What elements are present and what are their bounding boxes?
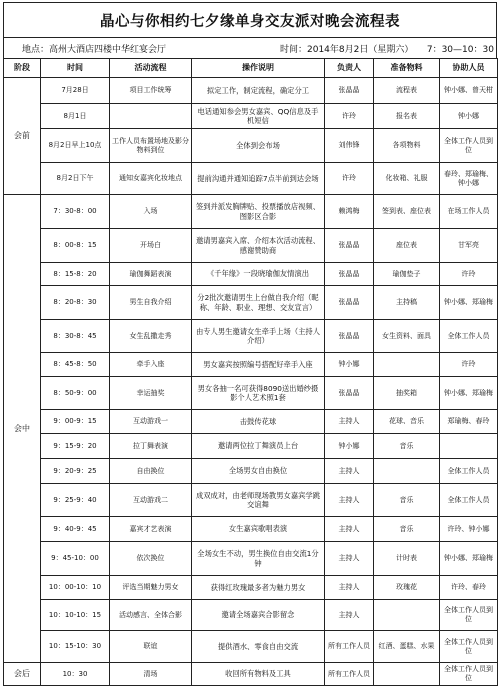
time-text: 时间：2014年8月2日（星期六） 7：30—10：30 [280,44,494,55]
activity-cell: 清场 [110,663,192,686]
owner-cell: 许玲 [325,104,374,129]
helpers-cell: 钟小娜、郑瑜梅 [440,377,498,410]
helpers-cell: 全体工作人员 [440,459,498,484]
table-row [4,377,498,410]
materials-cell: 签到表、座位表 [374,195,440,229]
materials-cell: 花球、音乐 [374,410,440,434]
op-cell: 邀请全场嘉宾合影留念 [192,600,325,631]
materials-cell [374,663,440,686]
time-cell: 9：15-9：20 [41,434,110,459]
activity-cell: 入场 [110,195,192,229]
time-cell: 8：20-8：30 [41,286,110,320]
header-stage: 阶段 [4,59,41,78]
materials-cell: 红酒、蛋糕、水果 [374,631,440,663]
materials-cell: 抽奖箱 [374,377,440,410]
owner-cell: 刘伟锋 [325,129,374,163]
time-cell: 10：30 [41,663,110,686]
table-row [4,576,498,600]
table-row [4,129,498,163]
helpers-cell: 许玲、春玲 [440,576,498,600]
stage-cell: 会后 [4,663,41,686]
time-cell: 8月1日 [41,104,110,129]
time-cell: 7：30-8：00 [41,195,110,229]
schedule-sheet [3,2,497,692]
header-activity: 活动流程 [110,59,192,78]
table-row [4,104,498,129]
table-row [4,663,498,686]
time-cell: 10：00-10：10 [41,576,110,600]
owner-cell: 主持人 [325,459,374,484]
materials-cell [374,459,440,484]
stage-cell: 会前 [4,78,41,195]
owner-cell: 所有工作人员 [325,663,374,686]
time-cell: 10：10-10：15 [41,600,110,631]
owner-cell: 张晶晶 [325,286,374,320]
table-row [4,229,498,263]
time-cell: 8月2日早上10点 [41,129,110,163]
op-cell: 收回所有物料及工具 [192,663,325,686]
op-cell: 女生嘉宾歌唱表演 [192,517,325,542]
activity-cell: 互动游戏一 [110,410,192,434]
activity-cell: 瑜伽舞蹈表演 [110,263,192,286]
op-cell: 由专人男生邀请女生牵手上场（主持人介绍） [192,320,325,353]
time-cell: 8：50-9：00 [41,377,110,410]
helpers-cell: 钟小娜 [440,104,498,129]
activity-cell: 联谊 [110,631,192,663]
activity-cell [110,104,192,129]
helpers-cell: 全体工作人员到位 [440,600,498,631]
table-row [4,353,498,377]
helpers-cell: 全体工作人员到位 [440,663,498,686]
table-row [4,542,498,576]
table-row [4,163,498,195]
materials-cell: 各项物料 [374,129,440,163]
page-title: 晶心与你相约七夕缘单身交友派对晚会流程表 [3,2,497,37]
op-cell: 获得红玫瑰最多者为魅力男女 [192,576,325,600]
schedule-table [3,58,498,686]
helpers-cell: 许玲、钟小娜 [440,517,498,542]
time-cell: 7月28日 [41,78,110,104]
table-row [4,631,498,663]
helpers-cell: 许玲 [440,353,498,377]
materials-cell: 音乐 [374,434,440,459]
stage-cell: 会中 [4,195,41,663]
materials-cell: 音乐 [374,517,440,542]
op-cell: 男女嘉宾按照编号搭配好牵手入座 [192,353,325,377]
helpers-cell: 春玲、郑瑜梅、钟小娜 [440,163,498,195]
materials-cell: 流程表 [374,78,440,104]
materials-cell: 女生资料、面具 [374,320,440,353]
table-row [4,410,498,434]
owner-cell: 主持人 [325,600,374,631]
time-cell: 10：15-10：30 [41,631,110,663]
header-owner: 负责人 [325,59,374,78]
owner-cell: 张晶晶 [325,377,374,410]
activity-cell: 开场白 [110,229,192,263]
table-header-row [4,59,498,78]
op-cell: 拟定工作，制定流程，确定分工 [192,78,325,104]
time-cell: 8：15-8：20 [41,263,110,286]
table-row [4,459,498,484]
materials-cell: 主持稿 [374,286,440,320]
materials-cell: 报名表 [374,104,440,129]
time-cell: 8：00-8：15 [41,229,110,263]
table-row [4,434,498,459]
op-cell: 男女各抽一名可获得8090送出婚纱摄影个人艺术照1套 [192,377,325,410]
op-cell: 分2批次邀请男生上台做自我介绍（昵称、年龄、职业、理想、交友宣言） [192,286,325,320]
helpers-cell: 在场工作人员 [440,195,498,229]
owner-cell: 张晶晶 [325,263,374,286]
owner-cell: 钟小娜 [325,434,374,459]
header-time: 时间 [41,59,110,78]
header-helpers: 协助人员 [440,59,498,78]
time-cell: 9：45-10：00 [41,542,110,576]
owner-cell: 主持人 [325,484,374,517]
activity-cell: 自由换位 [110,459,192,484]
helpers-cell: 钟小娜、曾天柑 [440,78,498,104]
time-cell: 8：45-8：50 [41,353,110,377]
table-row [4,484,498,517]
owner-cell: 钟小娜 [325,353,374,377]
helpers-cell: 全体工作人员 [440,320,498,353]
activity-cell: 男生自我介绍 [110,286,192,320]
activity-cell: 项目工作统筹 [110,78,192,104]
activity-cell: 活动感言、全体合影 [110,600,192,631]
header-operation: 操作说明 [192,59,325,78]
helpers-cell: 全体工作人员到位 [440,129,498,163]
table-row [4,286,498,320]
materials-cell: 瑜伽垫子 [374,263,440,286]
header-materials: 准备物料 [374,59,440,78]
owner-cell: 主持人 [325,576,374,600]
op-cell: 全场男女自由换位 [192,459,325,484]
event-info-bar [3,37,497,58]
helpers-cell: 全体工作人员到位 [440,631,498,663]
time-cell: 9：00-9：15 [41,410,110,434]
time-cell: 9：25-9：40 [41,484,110,517]
table-row [4,320,498,353]
activity-cell: 通知女嘉宾化妆地点 [110,163,192,195]
materials-cell: 玫瑰花 [374,576,440,600]
op-cell: 邀请男嘉宾入席、介绍本次活动流程、感谢赞助商 [192,229,325,263]
owner-cell: 所有工作人员 [325,631,374,663]
owner-cell: 主持人 [325,517,374,542]
materials-cell: 座位表 [374,229,440,263]
activity-cell: 牵手入座 [110,353,192,377]
op-cell: 击鼓传花球 [192,410,325,434]
activity-cell: 互动游戏二 [110,484,192,517]
op-cell: 电话通知参会男女嘉宾、QQ信息及手机短信 [192,104,325,129]
owner-cell: 张晶晶 [325,78,374,104]
owner-cell: 张晶晶 [325,320,374,353]
activity-cell: 工作人员布置场地及影分物料到位 [110,129,192,163]
time-cell: 8月2日下午 [41,163,110,195]
table-row [4,517,498,542]
activity-cell: 女生乱撒走秀 [110,320,192,353]
materials-cell: 计时表 [374,542,440,576]
helpers-cell: 甘军亮 [440,229,498,263]
owner-cell: 张晶晶 [325,229,374,263]
op-cell: 提前沟通并通知追踪7点半前到达会场 [192,163,325,195]
activity-cell: 评选当期魅力男女 [110,576,192,600]
table-row [4,195,498,229]
activity-cell: 嘉宾才艺表演 [110,517,192,542]
table-row [4,600,498,631]
op-cell: 全体到会布场 [192,129,325,163]
helpers-cell: 钟小娜、郑瑜梅 [440,286,498,320]
helpers-cell: 全体工作人员 [440,484,498,517]
op-cell: 成双成对，由老师现场教男女嘉宾学跳交谊舞 [192,484,325,517]
op-cell: 《千年缘》一段晓瑜伽友情演出 [192,263,325,286]
activity-cell: 幸运抽奖 [110,377,192,410]
op-cell: 签到并派发胸牌贴、投票播放店视频、图影区合影 [192,195,325,229]
owner-cell: 许玲 [325,163,374,195]
activity-cell: 拉丁舞表演 [110,434,192,459]
table-row [4,78,498,104]
helpers-cell [440,434,498,459]
materials-cell: 音乐 [374,484,440,517]
time-cell: 9：20-9：25 [41,459,110,484]
table-row [4,263,498,286]
location-text: 地点：高州大酒店四楼中华红宴会厅 [22,44,167,55]
activity-cell: 依次换位 [110,542,192,576]
op-cell: 邀请两位拉丁舞演员上台 [192,434,325,459]
owner-cell: 主持人 [325,410,374,434]
owner-cell: 主持人 [325,542,374,576]
helpers-cell: 钟小娜、郑瑜梅 [440,542,498,576]
helpers-cell: 郑瑜梅、春玲 [440,410,498,434]
time-cell: 9：40-9：45 [41,517,110,542]
op-cell: 提供酒水、零食自由交流 [192,631,325,663]
op-cell: 全场女生不动，男生换位自由交流1分钟 [192,542,325,576]
owner-cell: 赖鸿梅 [325,195,374,229]
helpers-cell: 许玲 [440,263,498,286]
materials-cell: 化妆箱、礼服 [374,163,440,195]
time-cell: 8：30-8：45 [41,320,110,353]
materials-cell [374,600,440,631]
materials-cell [374,353,440,377]
